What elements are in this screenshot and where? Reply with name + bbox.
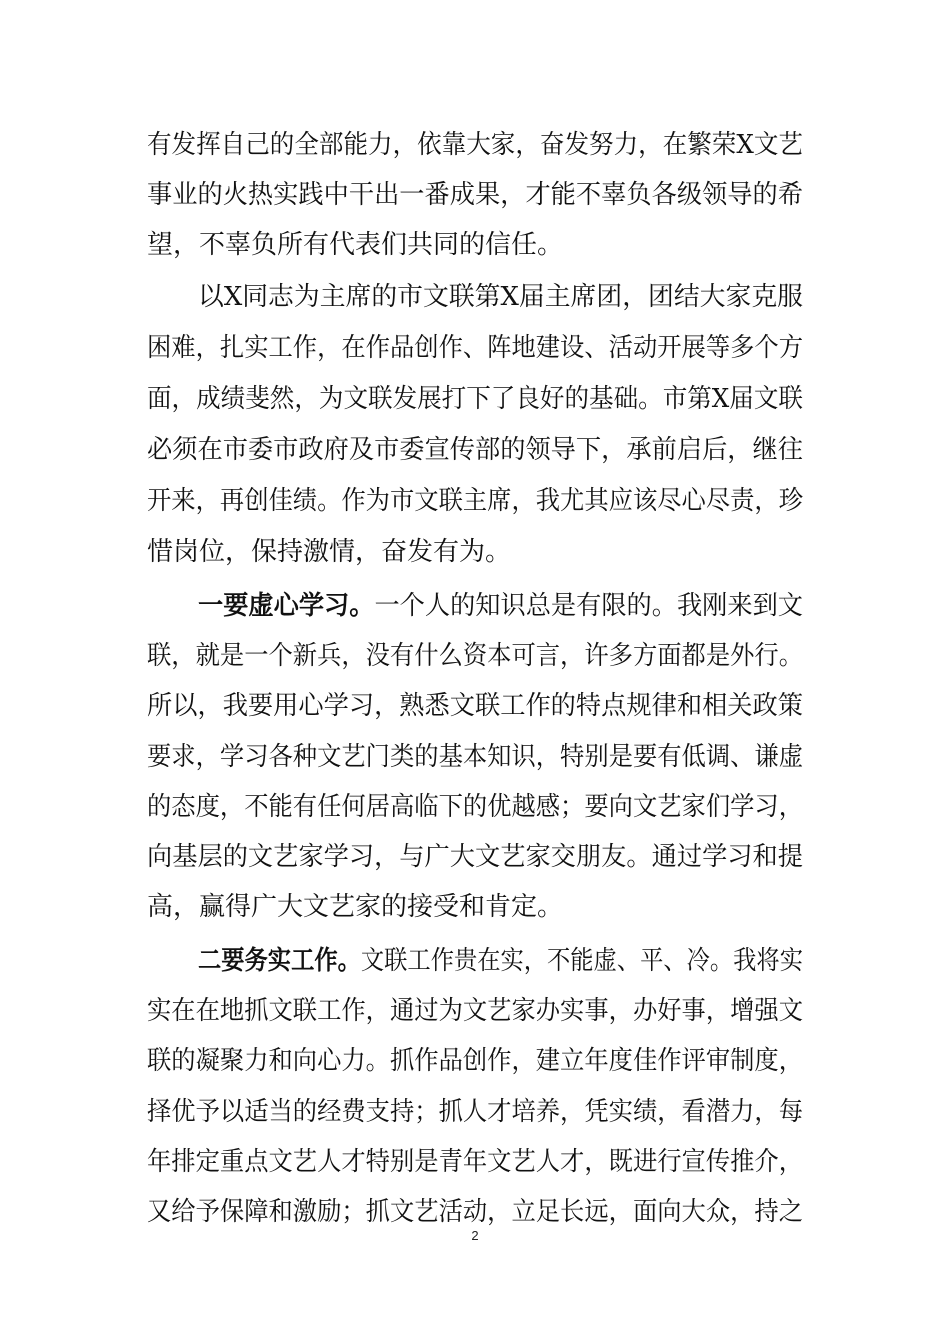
text-line bbox=[0, 1087, 950, 1137]
page-number: 2 bbox=[471, 1228, 479, 1243]
text-run: 联的凝聚力和向心力。抓作品创作，建立年度佳作评审制度， bbox=[147, 1046, 804, 1076]
text-line bbox=[0, 681, 950, 731]
text-line bbox=[0, 986, 950, 1036]
text-run: 困难，扎实工作，在作品创作、阵地建设、活动开展等多个方 bbox=[147, 333, 804, 363]
text-run: 的态度，不能有任何居高临下的优越感；要向文艺家们学习， bbox=[147, 792, 804, 822]
text-run: 联，就是一个新兵，没有什么资本可言，许多方面都是外行。 bbox=[147, 641, 804, 671]
text-run: 年排定重点文艺人才特别是青年文艺人才，既进行宣传推介， bbox=[147, 1147, 804, 1177]
text-run: 高，赢得广大文艺家的接受和肯定。 bbox=[147, 892, 564, 922]
text-run: 面，成绩斐然，为文联发展打下了良好的基础。市第X届文联 bbox=[147, 384, 803, 414]
text-run: 以X同志为主席的市文联第X届主席团，团结大家克服 bbox=[198, 282, 804, 312]
text-line bbox=[0, 220, 950, 270]
text-run: 择优予以适当的经费支持；抓人才培养，凭实绩，看潜力，每 bbox=[147, 1097, 804, 1127]
text-run: 惜岗位，保持激情，奋发有为。 bbox=[147, 537, 512, 567]
text-line bbox=[0, 581, 950, 631]
text-run: 所以，我要用心学习，熟悉文联工作的特点规律和相关政策 bbox=[147, 691, 804, 721]
text-line bbox=[0, 631, 950, 681]
text-run: 一个人的知识总是有限的。我刚来到文 bbox=[374, 591, 803, 621]
text-line bbox=[0, 782, 950, 832]
bold-lead-phrase: 二要务实工作。 bbox=[198, 946, 361, 976]
text-run: 事业的火热实践中干出一番成果，才能不辜负各级领导的希 bbox=[147, 180, 804, 210]
text-line bbox=[0, 732, 950, 782]
text-line bbox=[0, 120, 950, 170]
text-run: 有发挥自己的全部能力，依靠大家，奋发努力，在繁荣X文艺 bbox=[147, 130, 803, 160]
text-line bbox=[0, 476, 950, 526]
text-line bbox=[0, 936, 950, 986]
text-line bbox=[0, 170, 950, 220]
text-run: 望，不辜负所有代表们共同的信任。 bbox=[147, 230, 564, 260]
text-line bbox=[0, 323, 950, 373]
text-run: 要求，学习各种文艺门类的基本知识，特别是要有低调、谦虚 bbox=[147, 742, 804, 772]
text-line bbox=[0, 527, 950, 577]
text-run: 实在在地抓文联工作，通过为文艺家办实事，办好事，增强文 bbox=[147, 996, 804, 1026]
text-run: 文联工作贵在实，不能虚、平、冷。我将实 bbox=[360, 946, 803, 976]
text-line bbox=[0, 1036, 950, 1086]
text-run: 必须在市委市政府及市委宣传部的领导下，承前启后，继往 bbox=[147, 435, 804, 465]
bold-lead-phrase: 一要虚心学习。 bbox=[198, 591, 375, 621]
text-run: 又给予保障和激励；抓文艺活动，立足长远，面向大众，持之 bbox=[147, 1197, 804, 1227]
text-line bbox=[0, 1137, 950, 1187]
text-line bbox=[0, 882, 950, 932]
text-run: 向基层的文艺家学习，与广大文艺家交朋友。通过学习和提 bbox=[147, 842, 804, 872]
text-line bbox=[0, 272, 950, 322]
text-line bbox=[0, 425, 950, 475]
text-line bbox=[0, 832, 950, 882]
text-line bbox=[0, 374, 950, 424]
text-run: 开来，再创佳绩。作为市文联主席，我尤其应该尽心尽责，珍 bbox=[147, 486, 804, 516]
